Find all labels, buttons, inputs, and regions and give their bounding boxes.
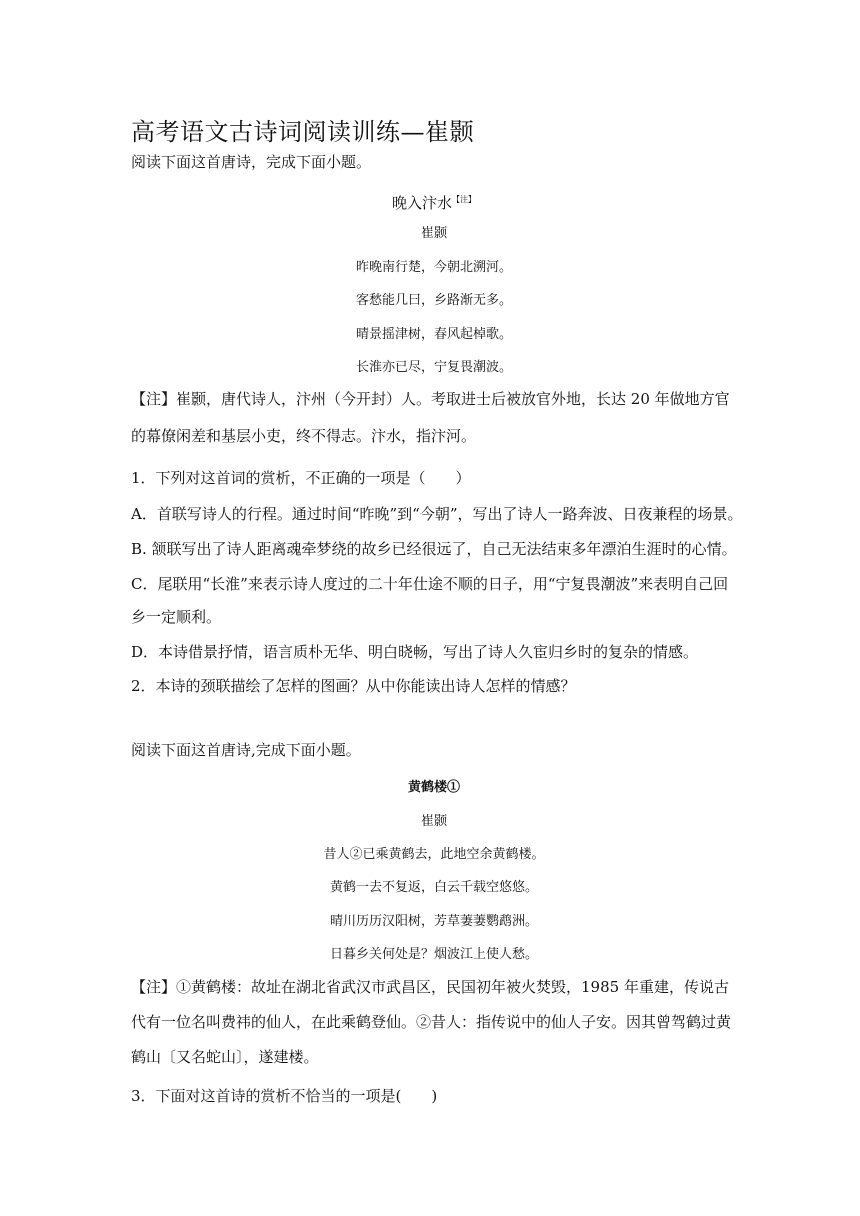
note-2-line-2: 代有一位名叫费祎的仙人，在此乘鹤登仙。②昔人：指传说中的仙人子安。因其曾驾鹤过黄 [131,1013,732,1031]
poem-1-title-line [131,190,737,213]
poem-1-line-4: 长淮亦已尽，宁复畏潮波。 [355,360,512,375]
poem-1-line-2: 客愁能几曰，乡路渐无多。 [355,293,512,308]
option-b: B. 颔联写出了诗人距离魂牵梦绕的故乡已经很远了，自己无法结束多年漂泊生涯时的心情。 [131,540,737,558]
poem-2-author: 崔颢 [420,814,447,829]
note-2-line-1: 【注】①黄鹤楼：故址在湖北省武汉市武昌区，民国初年被火焚毁，1985 年重建，传说古 [131,978,729,996]
option-c-line-2: 乡一定顺利。 [131,608,222,626]
section-2-intro: 阅读下面这首唐诗,完成下面小题。 [131,741,361,759]
question-3: 3．下面对这首诗的赏析不恰当的一项是( ) [131,1087,438,1105]
poem-1-title-note-mark: 【注】 [452,195,476,204]
poem-2-line-4: 日暮乡关何处是？烟波江上使人愁。 [329,947,538,962]
note-1-line-2: 的幕僚闲差和基层小吏，终不得志。汴水，指汴河。 [131,427,477,445]
poem-1-author: 崔颢 [420,226,447,241]
option-d: D．本诗借景抒情，语言质朴无华、明白晓畅，写出了诗人久宦归乡时的复杂的情感。 [131,643,699,661]
question-2: 2．本诗的颈联描绘了怎样的图画？从中你能读出诗人怎样的情感？ [131,677,576,695]
poem-2-line-3: 晴川历历汉阳树，芳草萋萋鹦鹉洲。 [329,914,538,929]
poem-1-line-1: 昨晚南行楚，今朝北溯河。 [355,260,512,275]
section-1-intro: 阅读下面这首唐诗，完成下面小题。 [131,153,372,171]
note-1-line-1: 【注】崔颢，唐代诗人，汴州（今开封）人。考取进士后被放官外地，长达 20 年做地方官 [131,390,730,408]
note-2-line-3: 鹤山〔又名蛇山〕，遂建楼。 [131,1048,319,1066]
poem-2-title: 黄鹤楼① [407,780,460,795]
poem-1-title: 晚入汴水 [391,194,452,212]
poem-1-line-3: 晴景摇津树，春风起棹歌。 [355,327,512,342]
poem-2-line-1: 昔人②已乘黄鹤去，此地空余黄鹤楼。 [323,847,545,862]
question-1: 1．下列对这首词的赏析，不正确的一项是（ ） [131,469,471,487]
poem-2-line-2: 黄鹤一去不复返，白云千载空悠悠。 [329,880,538,895]
option-a: A．首联写诗人的行程。通过时间“昨晚”到“今朝”，写出了诗人一路奔波、日夜兼程的场景。 [131,505,743,523]
document-title: 高考语文古诗词阅读训练—崔颢 [131,118,474,146]
option-c-line-1: C．尾联用“长淮”来表示诗人度过的二十年仕途不顺的日子，用“宁复畏潮波”来表明自己回 [131,575,729,593]
